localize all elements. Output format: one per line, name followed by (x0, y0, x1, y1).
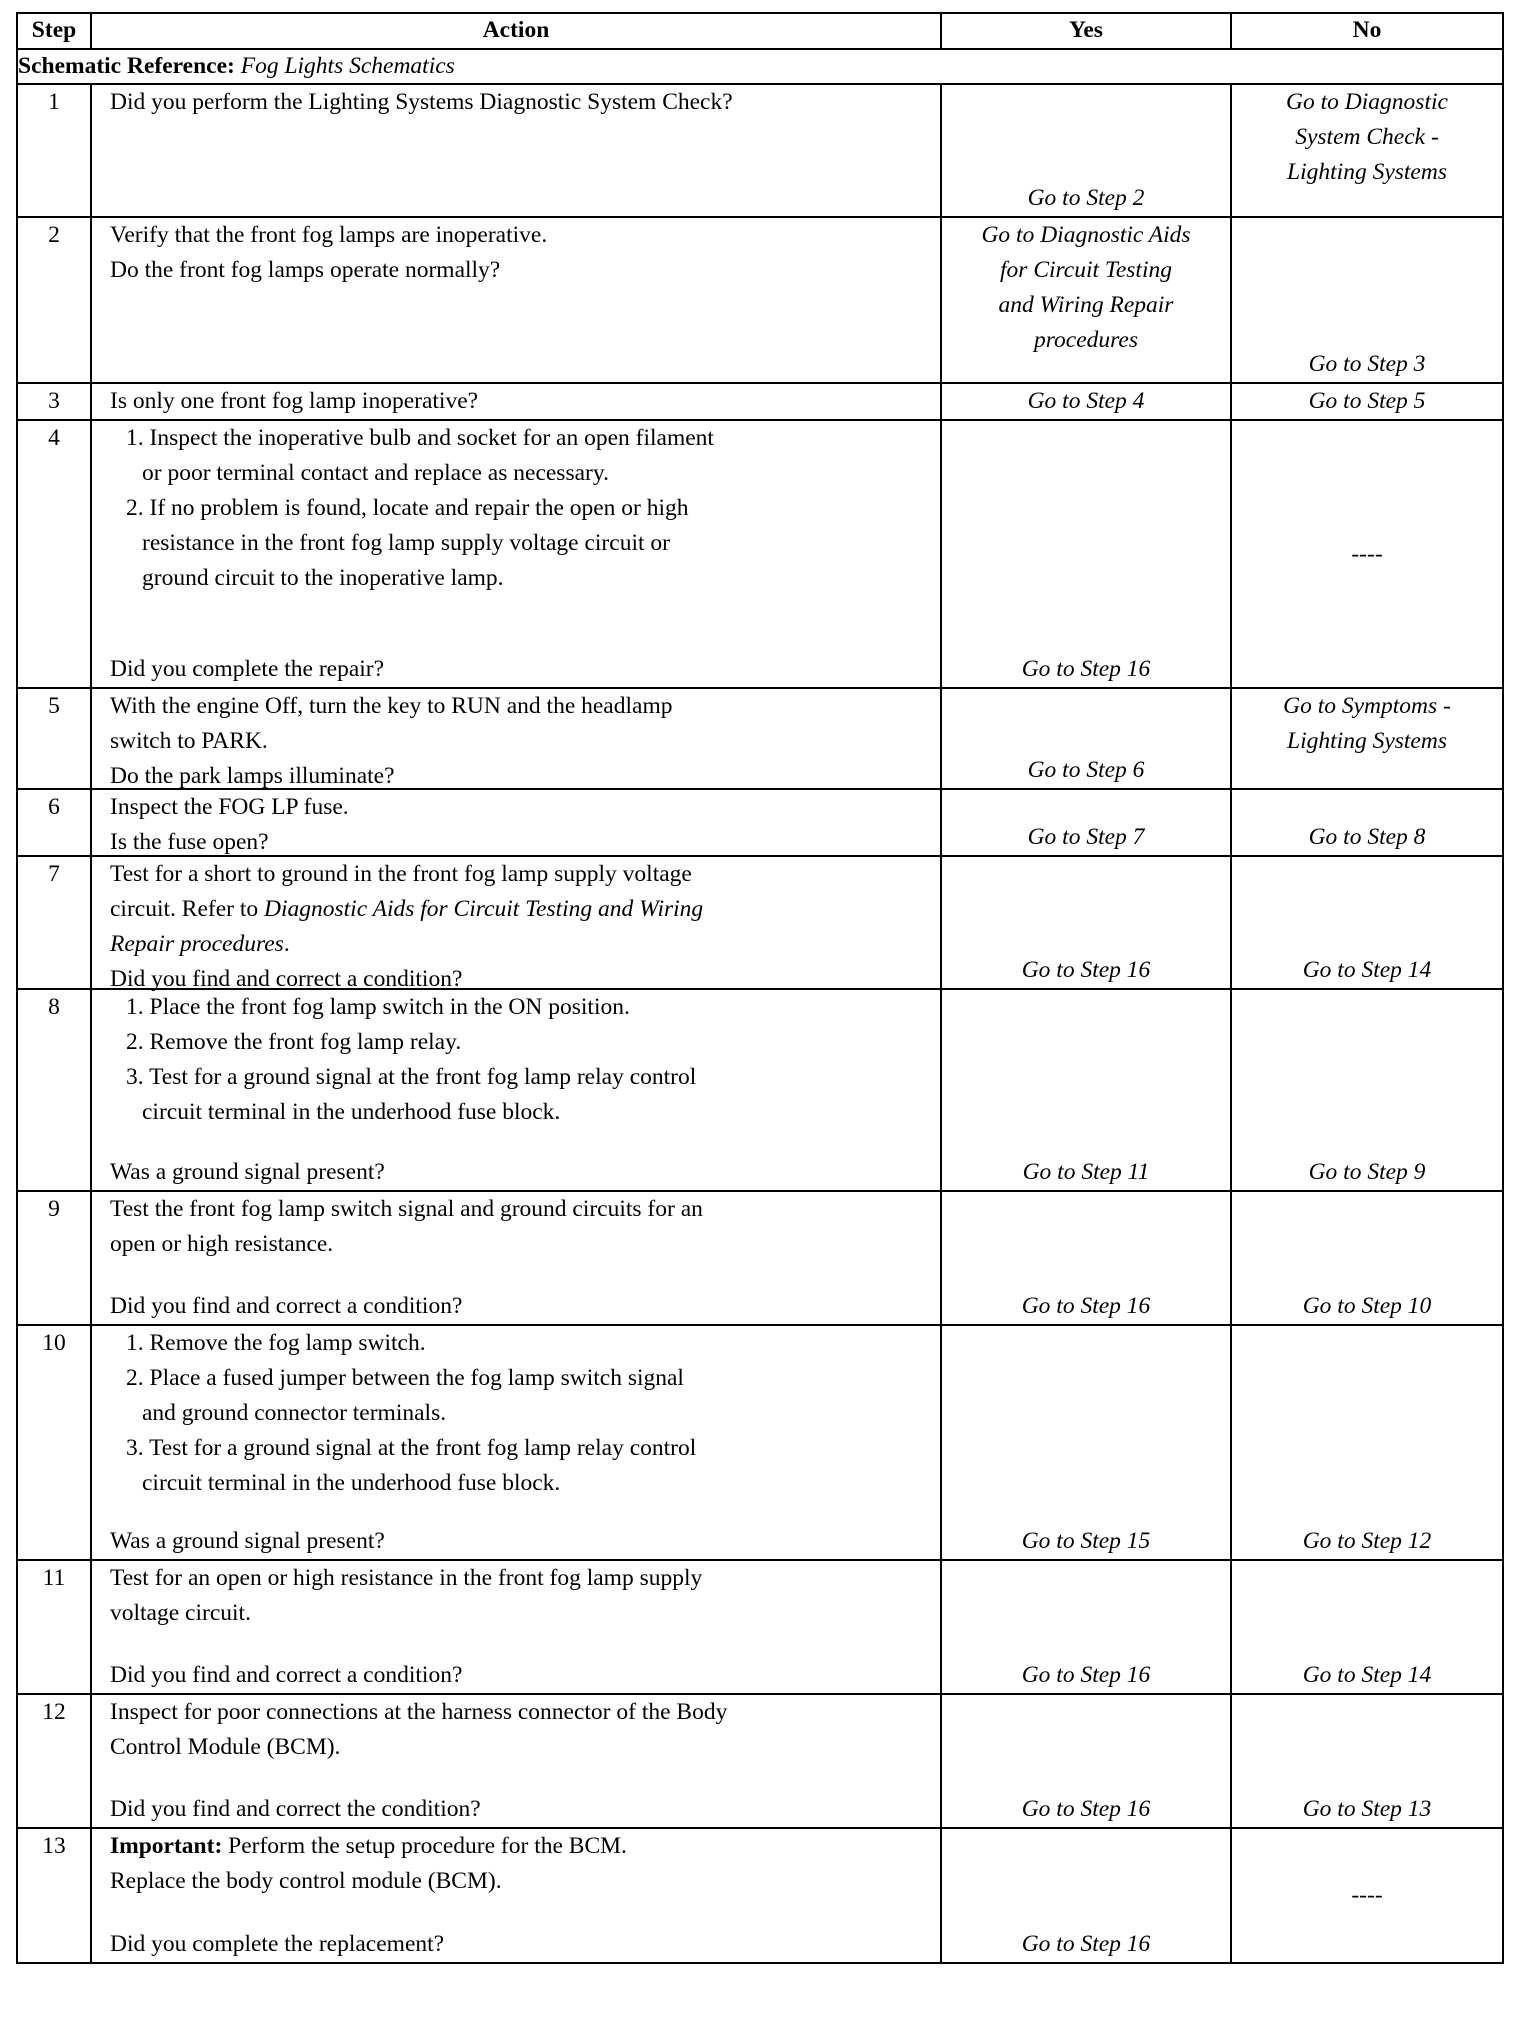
yes-link[interactable]: Go to Step 7 (1027, 824, 1145, 850)
yes-bottom (942, 1792, 1230, 1827)
yes-cell (941, 1191, 1231, 1325)
table-row (17, 1560, 1503, 1694)
list-text: Place the front fog lamp switch in the ON position. (149, 994, 630, 1020)
table-row (17, 688, 1503, 789)
step-number: 7 (17, 856, 91, 989)
action-line: voltage circuit. (110, 1600, 251, 1626)
action-list-item (110, 1396, 940, 1431)
action-bottom (110, 652, 940, 687)
header-row (17, 13, 1503, 49)
header-no: No (1231, 13, 1503, 49)
action-top (110, 85, 940, 120)
action-cell (91, 1191, 941, 1325)
no-cell (1231, 1325, 1503, 1560)
schematic-reference-row (17, 49, 1503, 84)
step-number: 11 (17, 1560, 91, 1694)
action-question: Was a ground signal present? (110, 1528, 385, 1554)
important-text: Perform the setup procedure for the BCM. (222, 1833, 627, 1859)
header-action: Action (91, 13, 941, 49)
table-row (17, 1191, 1503, 1325)
action-bottom (110, 1927, 940, 1962)
schematic-reference (17, 49, 1503, 84)
list-text: Place a fused jumper between the fog lamp switch signal (149, 1365, 684, 1391)
action-line: switch to PARK. (110, 728, 268, 754)
action-content (92, 790, 940, 855)
step-number: 8 (17, 989, 91, 1191)
no-cell (1231, 1191, 1503, 1325)
yes-bottom (942, 1658, 1230, 1693)
action-top (110, 1829, 940, 1899)
action-content (92, 1192, 940, 1324)
action-content (92, 990, 940, 1190)
list-number: 2. (126, 495, 144, 521)
yes-link[interactable]: Go to Step 16 (1021, 1293, 1151, 1319)
action-line: Test the front fog lamp switch signal and ground circuits for an (110, 1196, 703, 1222)
yes-cell (941, 688, 1231, 789)
action-content (92, 421, 940, 687)
action-cell (91, 1694, 941, 1828)
action-list-item (110, 1326, 940, 1361)
table-row (17, 84, 1503, 217)
action-bottom (110, 1524, 940, 1559)
diagnostic-table (16, 12, 1504, 1964)
step-number: 1 (17, 84, 91, 217)
yes-link[interactable]: Go to Step 16 (1021, 1931, 1151, 1957)
no-bottom (1232, 347, 1502, 382)
action-line: Inspect for poor connections at the harness connector of the Body (110, 1699, 728, 1725)
yes-content (942, 1695, 1230, 1827)
list-text: circuit terminal in the underhood fuse block. (142, 1470, 561, 1496)
action-cell (91, 84, 941, 217)
yes-bottom (942, 820, 1230, 855)
action-top (110, 218, 940, 288)
no-link[interactable]: Go to Step 13 (1302, 1796, 1432, 1822)
action-content (92, 1326, 940, 1559)
no-cell (1231, 989, 1503, 1191)
step-number: 2 (17, 217, 91, 383)
no-content (1232, 790, 1502, 855)
action-line: Test for a short to ground in the front fog lamp supply voltage (110, 861, 692, 887)
no-content (1232, 218, 1502, 382)
list-number: 1. (126, 425, 144, 451)
no-cell (1231, 856, 1503, 989)
list-number: 1. (126, 994, 144, 1020)
yes-link[interactable]: Go to Diagnostic Aids (981, 222, 1191, 248)
yes-link[interactable]: for Circuit Testing (1000, 257, 1172, 283)
no-top (1232, 689, 1502, 759)
step-number: 5 (17, 688, 91, 789)
no-link[interactable]: Go to Step 14 (1302, 1662, 1432, 1688)
no-result: ---- (1351, 1882, 1383, 1908)
step-number: 10 (17, 1325, 91, 1560)
list-text: resistance in the front fog lamp supply voltage circuit or (142, 530, 670, 556)
action-content (92, 1561, 940, 1693)
yes-cell (941, 1694, 1231, 1828)
step-number: 4 (17, 420, 91, 688)
step-number: 3 (17, 383, 91, 420)
action-list-item (110, 990, 940, 1025)
no-bottom (1232, 1658, 1502, 1693)
table-row (17, 789, 1503, 856)
action-list-item (110, 1060, 940, 1095)
yes-cell (941, 1560, 1231, 1694)
action-cell (91, 789, 941, 856)
list-number: 3. (126, 1435, 144, 1461)
action-top (110, 857, 940, 962)
no-content (1232, 85, 1502, 216)
list-text: circuit terminal in the underhood fuse block. (142, 1099, 561, 1125)
list-text: Remove the fog lamp switch. (149, 1330, 426, 1356)
action-top (110, 790, 940, 860)
yes-link[interactable]: Go to Step 16 (1021, 1662, 1151, 1688)
no-content (1232, 857, 1502, 988)
action-question: Did you find and correct a condition? (110, 1662, 463, 1688)
action-top (110, 1326, 940, 1501)
action-line: Is only one front fog lamp inoperative? (110, 388, 479, 414)
action-top (110, 1561, 940, 1631)
no-link[interactable]: Go to Step 9 (1308, 1159, 1426, 1185)
no-content (1232, 1192, 1502, 1324)
action-line: open or high resistance. (110, 1231, 334, 1257)
action-list-item (110, 491, 940, 526)
action-line: Did you perform the Lighting Systems Diagnostic System Check? (110, 89, 733, 115)
reference-link[interactable]: Diagnostic Aids for Circuit Testing and Wiring (264, 896, 704, 922)
yes-cell (941, 1828, 1231, 1963)
action-question: Did you complete the replacement? (110, 1931, 445, 1957)
no-link[interactable]: Go to Symptoms - (1283, 693, 1451, 719)
action-cell (91, 383, 941, 420)
yes-bottom (942, 1524, 1230, 1559)
action-content (92, 384, 940, 416)
list-number: 2. (126, 1029, 144, 1055)
no-content (1232, 689, 1502, 788)
no-cell (1231, 1828, 1503, 1963)
action-cell (91, 1560, 941, 1694)
yes-link[interactable]: Go to Step 16 (1021, 1796, 1151, 1822)
action-list-item (110, 526, 940, 561)
list-text: ground circuit to the inoperative lamp. (142, 565, 504, 591)
action-top (110, 689, 940, 794)
schematic-reference-label: Schematic Reference: (18, 53, 235, 79)
no-link[interactable]: Go to Step 10 (1302, 1293, 1432, 1319)
yes-cell (941, 1325, 1231, 1560)
action-top (110, 1695, 940, 1765)
yes-link[interactable]: Go to Step 11 (1022, 1159, 1150, 1185)
table-row (17, 383, 1503, 420)
yes-link[interactable]: Go to Step 16 (1021, 656, 1151, 682)
yes-content (942, 1326, 1230, 1559)
no-top (1232, 85, 1502, 190)
no-bottom (1232, 953, 1502, 988)
action-content (92, 1695, 940, 1827)
no-content (1232, 1695, 1502, 1827)
yes-bottom (942, 1289, 1230, 1324)
list-text: If no problem is found, locate and repair the open or high (149, 495, 689, 521)
action-content (92, 218, 940, 382)
step-number: 6 (17, 789, 91, 856)
yes-content (942, 1829, 1230, 1962)
no-cell (1231, 217, 1503, 383)
action-content (92, 689, 940, 788)
table-row (17, 1828, 1503, 1963)
no-cell (1231, 420, 1503, 688)
action-line: Is the fuse open? (110, 829, 269, 855)
action-list-item (110, 1095, 940, 1130)
no-bottom (1232, 1155, 1502, 1190)
yes-bottom (942, 753, 1230, 788)
yes-bottom (942, 1155, 1230, 1190)
table-row (17, 1325, 1503, 1560)
action-list-item (110, 1431, 940, 1466)
yes-content (942, 218, 1230, 382)
table-row (17, 989, 1503, 1191)
yes-link[interactable]: Go to Step 16 (1021, 957, 1151, 983)
action-question: Did you complete the repair? (110, 656, 385, 682)
action-list-item (110, 561, 940, 596)
yes-content (942, 857, 1230, 988)
yes-link[interactable]: procedures (1034, 327, 1138, 353)
yes-cell (941, 420, 1231, 688)
no-cell (1231, 1560, 1503, 1694)
header-step: Step (17, 13, 91, 49)
list-text: Test for a ground signal at the front fog lamp relay control (149, 1064, 697, 1090)
action-text: circuit. Refer to (110, 896, 264, 922)
yes-cell (941, 989, 1231, 1191)
no-cell (1231, 383, 1503, 420)
action-bottom (110, 1792, 940, 1827)
yes-bottom (942, 1927, 1230, 1962)
table-row (17, 420, 1503, 688)
yes-content (942, 990, 1230, 1190)
action-list-item (110, 456, 940, 491)
no-bottom (1232, 1289, 1502, 1324)
yes-content (942, 1561, 1230, 1693)
no-content (1232, 1561, 1502, 1693)
action-line: Replace the body control module (BCM). (110, 1868, 502, 1894)
no-bottom (1232, 1524, 1502, 1559)
yes-content (942, 790, 1230, 855)
action-question: Did you find and correct the condition? (110, 1796, 481, 1822)
action-line: With the engine Off, turn the key to RUN and the headlamp (110, 693, 673, 719)
table-body (17, 49, 1503, 1963)
action-bottom (110, 1658, 940, 1693)
action-list-item (110, 421, 940, 456)
action-cell (91, 688, 941, 789)
yes-link[interactable]: and Wiring Repair (998, 292, 1174, 318)
action-cell (91, 420, 941, 688)
no-top (1232, 384, 1502, 419)
no-link[interactable]: Go to Diagnostic (1286, 89, 1448, 115)
list-number: 2. (126, 1365, 144, 1391)
yes-cell (941, 84, 1231, 217)
action-line: Control Module (BCM). (110, 1734, 341, 1760)
table-row (17, 1694, 1503, 1828)
yes-bottom (942, 652, 1230, 687)
no-cell (1231, 789, 1503, 856)
step-number: 12 (17, 1694, 91, 1828)
important-label: Important: (110, 1833, 223, 1859)
no-result: ---- (1351, 540, 1383, 567)
yes-cell (941, 383, 1231, 420)
action-top (110, 384, 940, 419)
no-content (1232, 990, 1502, 1190)
list-text: Remove the front fog lamp relay. (149, 1029, 462, 1055)
list-number: 3. (126, 1064, 144, 1090)
action-content (92, 85, 940, 216)
yes-content (942, 689, 1230, 788)
action-list-item (110, 1025, 940, 1060)
yes-cell (941, 856, 1231, 989)
action-question: Did you find and correct a condition? (110, 1293, 463, 1319)
important-note (110, 1829, 940, 1864)
action-line (110, 892, 940, 927)
action-line: Test for an open or high resistance in the front fog lamp supply (110, 1565, 703, 1591)
table-row (17, 856, 1503, 989)
yes-bottom (942, 953, 1230, 988)
action-cell (91, 1325, 941, 1560)
action-content (92, 1829, 940, 1962)
action-top (110, 990, 940, 1130)
list-text: Inspect the inoperative bulb and socket for an open filament (149, 425, 714, 451)
action-top (110, 421, 940, 596)
no-cell (1231, 84, 1503, 217)
yes-content (942, 384, 1230, 416)
no-link[interactable]: System Check - (1295, 124, 1439, 150)
action-bottom (110, 1289, 940, 1324)
yes-top (942, 218, 1230, 358)
no-content (1232, 384, 1502, 416)
no-cell (1231, 1694, 1503, 1828)
yes-cell (941, 789, 1231, 856)
step-number: 13 (17, 1828, 91, 1963)
yes-cell (941, 217, 1231, 383)
yes-link[interactable]: Go to Step 2 (1027, 185, 1145, 211)
action-cell (91, 1828, 941, 1963)
list-text: Test for a ground signal at the front fog lamp relay control (149, 1435, 697, 1461)
schematic-reference-link[interactable]: Fog Lights Schematics (240, 53, 455, 79)
list-text: and ground connector terminals. (142, 1400, 447, 1426)
action-cell (91, 856, 941, 992)
action-cell (91, 217, 941, 383)
list-text: or poor terminal contact and replace as necessary. (142, 460, 609, 486)
action-list-item (110, 1361, 940, 1396)
action-bottom (110, 1155, 940, 1190)
no-link[interactable]: Lighting Systems (1287, 159, 1447, 185)
action-line: Inspect the FOG LP fuse. (110, 794, 349, 820)
action-line: Do the park lamps illuminate? (110, 763, 395, 789)
action-top (110, 1192, 940, 1262)
no-link[interactable]: Go to Step 8 (1308, 824, 1426, 850)
yes-content (942, 85, 1230, 216)
action-content (92, 857, 940, 992)
reference-link[interactable]: Repair procedures (110, 931, 284, 957)
yes-content (942, 1192, 1230, 1324)
yes-content (942, 421, 1230, 687)
no-link[interactable]: Go to Step 12 (1302, 1528, 1432, 1554)
no-link[interactable]: Go to Step 3 (1308, 351, 1426, 377)
action-text: . (283, 931, 290, 957)
step-number: 9 (17, 1191, 91, 1325)
yes-top (942, 384, 1230, 419)
list-number: 1. (126, 1330, 144, 1356)
action-question: Was a ground signal present? (110, 1159, 385, 1185)
no-link[interactable]: Go to Step 5 (1308, 388, 1426, 414)
no-content (1232, 1326, 1502, 1559)
no-link[interactable]: Go to Step 14 (1302, 957, 1432, 983)
action-line: Verify that the front fog lamps are inoperative. (110, 222, 548, 248)
action-question: Did you find and correct a condition? (110, 966, 463, 992)
table-row (17, 217, 1503, 383)
action-cell (91, 989, 941, 1191)
header-yes: Yes (941, 13, 1231, 49)
yes-link[interactable]: Go to Step 4 (1027, 388, 1145, 414)
action-line: Do the front fog lamps operate normally? (110, 257, 501, 283)
yes-link[interactable]: Go to Step 15 (1021, 1528, 1151, 1554)
action-line (110, 927, 940, 962)
yes-bottom (942, 181, 1230, 216)
yes-link[interactable]: Go to Step 6 (1027, 757, 1145, 783)
no-bottom (1232, 1792, 1502, 1827)
action-list-item (110, 1466, 940, 1501)
no-link[interactable]: Lighting Systems (1287, 728, 1447, 754)
no-cell (1231, 688, 1503, 789)
no-bottom (1232, 820, 1502, 855)
